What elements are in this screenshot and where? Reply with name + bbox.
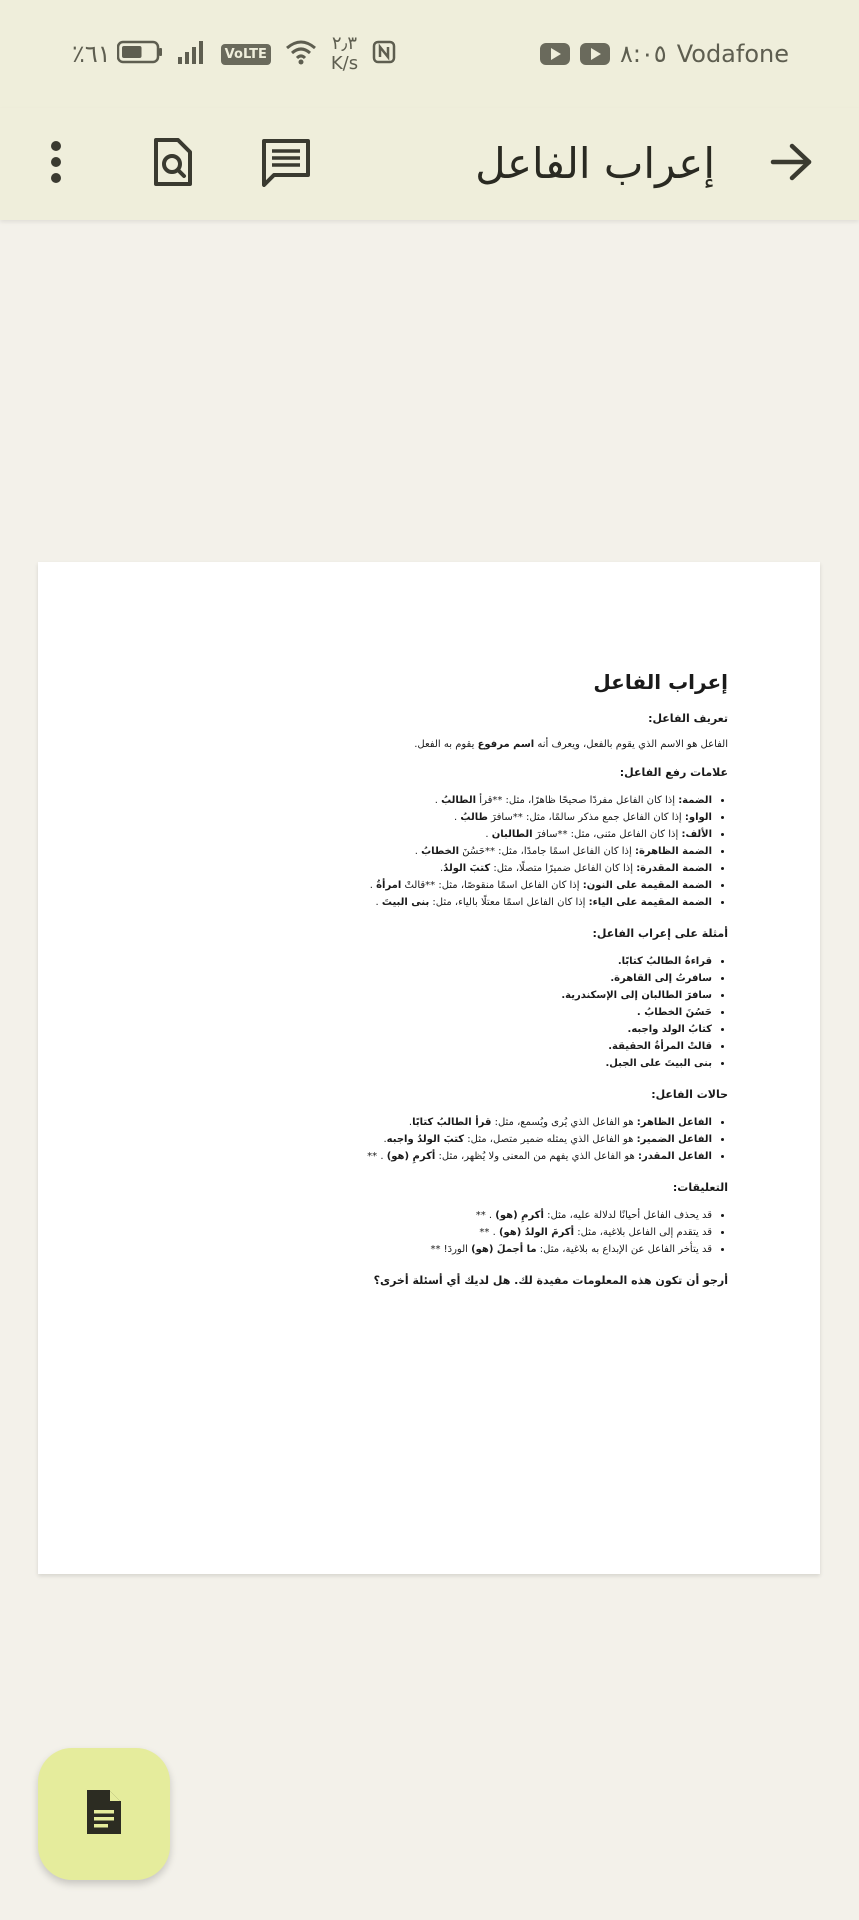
list-item — [298, 792, 712, 809]
document-title: إعراب الفاعل — [475, 139, 715, 188]
back-button[interactable] — [756, 128, 828, 200]
status-bar-right — [540, 34, 789, 74]
item-term: الضمة المقيمة على الياء: — [588, 897, 712, 908]
youtube-notification-icon-2 — [580, 43, 610, 65]
document-icon — [84, 1788, 124, 1840]
definition-heading: تعريف الفاعل: — [648, 712, 728, 725]
list-item — [298, 894, 712, 911]
definition-paragraph — [298, 738, 728, 752]
battery-icon — [117, 40, 163, 68]
nfc-icon — [372, 40, 396, 68]
doc-heading: إعراب الفاعل — [593, 670, 728, 694]
cases-heading: حالات الفاعل: — [651, 1088, 728, 1101]
arrow-right-icon — [770, 142, 814, 186]
item-desc: هو الفاعل الذي يمثله ضمير متصل، مثل: — [464, 1134, 637, 1145]
item-term: الضمة الظاهرة: — [634, 846, 712, 857]
item-desc: إذا كان الفاعل جمع مذكر سالمًا، مثل: **سافرَ — [487, 812, 685, 823]
item-example: قرأ الطالبُ كتابًا — [412, 1117, 492, 1128]
item-example: كتبَ الولدُ — [443, 863, 491, 874]
example-text: قراءةُ الطالبُ كتابًا. — [617, 956, 712, 967]
status-bar — [0, 0, 859, 108]
item-tail: . — [485, 829, 492, 840]
item-term: الفاعل الظاهر: — [636, 1117, 712, 1128]
wifi-icon — [285, 39, 317, 69]
list-item — [298, 1038, 712, 1055]
list-item — [298, 987, 712, 1004]
list-item — [298, 1114, 712, 1131]
definition-text-1: الفاعل هو الاسم الذي يقوم بالفعل، ويعرف أنه — [534, 739, 728, 750]
document-page[interactable] — [38, 562, 820, 1574]
item-term: الفاعل الضمير: — [636, 1134, 712, 1145]
network-speed-unit: K/s — [330, 53, 359, 74]
cases-list — [298, 1114, 728, 1165]
example-text: سافرتُ إلى القاهرة. — [610, 973, 712, 984]
item-tail: . — [454, 812, 461, 823]
item-desc: إذا كان الفاعل اسمًا معتلًا بالياء، مثل: — [429, 897, 589, 908]
list-item — [298, 826, 712, 843]
list-item — [298, 1131, 712, 1148]
notes-list — [298, 1207, 728, 1258]
example-text: بنى البيتَ على الجبل. — [605, 1058, 712, 1069]
item-tail: . — [434, 795, 442, 806]
find-in-page-button[interactable] — [136, 128, 208, 200]
examples-list — [298, 953, 728, 1072]
item-term: الألف: — [681, 829, 712, 840]
marks-heading: علامات رفع الفاعل: — [619, 766, 728, 779]
item-tail: . — [408, 1117, 413, 1128]
item-desc: إذا كان الفاعل ضميرًا متصلًا، مثل: — [490, 863, 637, 874]
item-example: أكرمِ (هو) — [495, 1210, 544, 1221]
list-item — [298, 1055, 712, 1072]
list-item — [298, 1148, 712, 1165]
item-example: الطالبُ — [441, 795, 477, 806]
marks-list — [298, 792, 728, 911]
item-tail: . — [440, 863, 444, 874]
app-bar — [0, 108, 859, 220]
item-desc: قد يتقدم إلى الفاعل بلاغية، مثل: — [574, 1227, 712, 1238]
comment-icon — [260, 137, 312, 191]
item-example: ما أجملَ (هو) — [471, 1244, 537, 1255]
definition-text-2: يقوم به الفعل. — [414, 739, 478, 750]
item-example: طالبُ — [460, 812, 488, 823]
item-tail: . ** — [479, 1227, 499, 1238]
list-item — [298, 809, 712, 826]
item-term: الضمة المقيمة على النون: — [582, 880, 712, 891]
item-term: الواو: — [684, 812, 712, 823]
carrier-name: Vodafone — [676, 40, 789, 68]
comments-button[interactable] — [250, 128, 322, 200]
list-item — [298, 1021, 712, 1038]
document-fab-button[interactable] — [38, 1748, 170, 1880]
youtube-notification-icon — [540, 43, 570, 65]
volte-badge: VoLTE — [221, 44, 271, 65]
network-speed-value: ٢٫٣ — [331, 33, 358, 54]
document-content — [298, 670, 728, 1288]
status-bar-left — [72, 34, 396, 74]
item-tail: . ** — [367, 1151, 387, 1162]
item-desc: قد يحذف الفاعل أحيانًا لدلالة عليه، مثل: — [543, 1210, 712, 1221]
more-vert-icon — [50, 140, 62, 188]
closing-line: أرجو أن تكون هذه المعلومات مفيدة لك. هل لديك أي أسئلة أخرى؟ — [373, 1274, 728, 1287]
network-speed — [331, 34, 358, 74]
battery-percent: ٪٦١ — [72, 40, 111, 68]
item-tail: . ** — [475, 1210, 496, 1221]
item-desc: إذا كان الفاعل اسمًا منقوصًا، مثل: **قالتْ — [401, 880, 583, 891]
item-desc: إذا كان الفاعل مفردًا صحيحًا ظاهرًا، مثل: **قرأ — [476, 795, 679, 806]
item-desc: قد يتأخر الفاعل عن الإبداع به بلاغية، مثل: — [536, 1244, 712, 1255]
list-item — [298, 843, 712, 860]
item-tail: الوردَ! ** — [430, 1244, 472, 1255]
list-item — [298, 1207, 712, 1224]
item-term: الفاعل المقدر: — [638, 1151, 712, 1162]
list-item — [298, 860, 712, 877]
more-options-button[interactable] — [20, 128, 92, 200]
item-tail: . — [375, 897, 382, 908]
item-example: أكرمَ الولدُ (هو) — [498, 1227, 575, 1238]
list-item — [298, 1224, 712, 1241]
definition-bold: اسم مرفوع — [477, 739, 535, 750]
item-term: الضمة: — [678, 795, 712, 806]
battery-indicator — [72, 40, 163, 68]
item-tail: . — [414, 846, 422, 857]
example-text: قالتْ المرأةُ الحقيقة. — [608, 1041, 712, 1052]
find-in-page-icon — [150, 137, 194, 191]
item-desc: إذا كان الفاعل اسمًا جامدًا، مثل: **حَسُنَ — [459, 846, 635, 857]
notes-heading: التعليقات: — [672, 1181, 728, 1194]
example-text: حَسُنَ الخطابُ . — [636, 1007, 712, 1018]
item-example: الطالبان — [491, 829, 533, 840]
list-item — [298, 877, 712, 894]
item-example: الخطابُ — [421, 846, 460, 857]
list-item — [298, 1241, 712, 1258]
item-example: أكرمِ (هو) — [386, 1151, 436, 1162]
item-example: بنى البيتَ — [381, 897, 430, 908]
signal-icon — [177, 39, 207, 69]
item-tail: . — [369, 880, 377, 891]
list-item — [298, 953, 712, 970]
item-desc: هو الفاعل الذي يُرى ويُسمع، مثل: — [491, 1117, 637, 1128]
example-text: كتابُ الولد واجبه. — [627, 1024, 712, 1035]
item-desc: هو الفاعل الذي يفهم من المعنى ولا يُظهر، مثل: — [435, 1151, 638, 1162]
item-tail: . — [383, 1134, 387, 1145]
clock: ٨:٠٥ — [619, 40, 667, 68]
item-example: امرأةُ — [376, 880, 402, 891]
item-term: الضمة المقدرة: — [636, 863, 712, 874]
examples-heading: أمثلة على إعراب الفاعل: — [592, 927, 728, 940]
item-desc: إذا كان الفاعل مثنى، مثل: **سافرَ — [532, 829, 682, 840]
example-text: سافرَ الطالبان إلى الإسكندرية. — [561, 990, 712, 1001]
list-item — [298, 1004, 712, 1021]
item-example: كتبَ الولدُ واجبه — [386, 1134, 465, 1145]
list-item — [298, 970, 712, 987]
